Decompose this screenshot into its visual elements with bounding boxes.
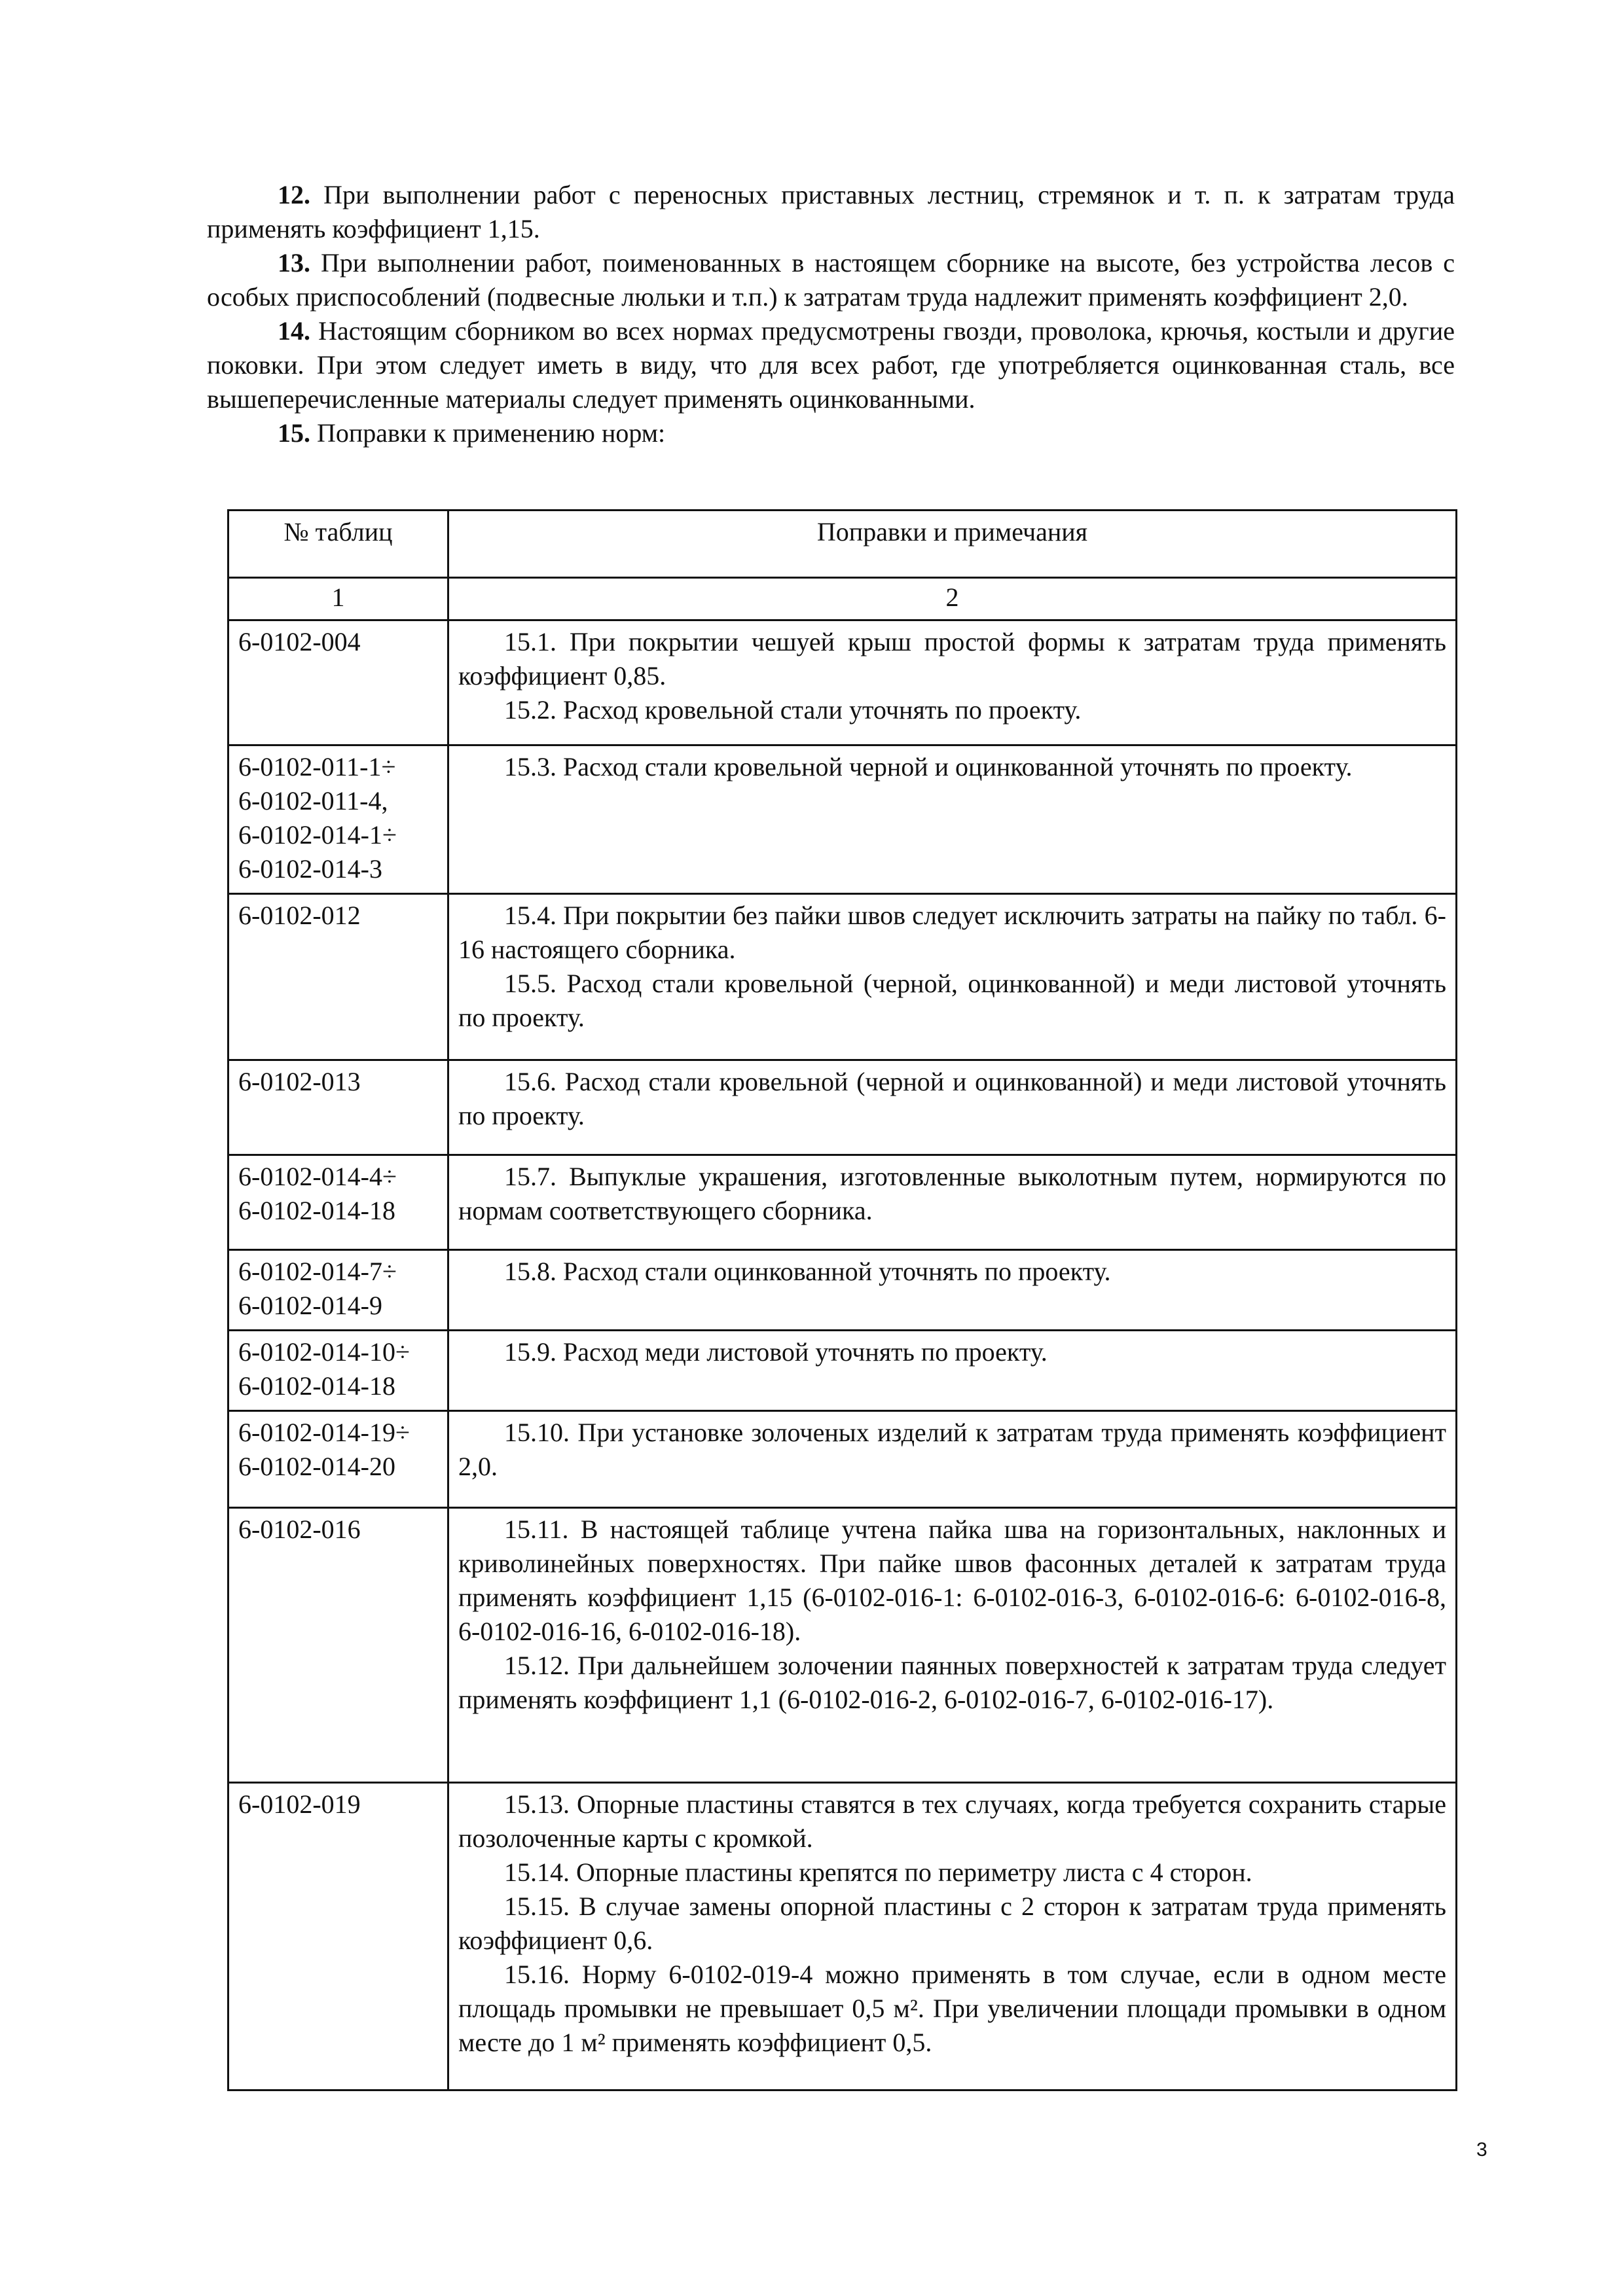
table-row <box>228 1508 1457 1783</box>
correction-note <box>458 1787 1446 1856</box>
corrections-table <box>227 509 1457 2091</box>
column-number-row <box>228 578 1457 620</box>
table-codes-cell <box>228 1508 448 1783</box>
note-text: 15.14. Опорные пластины крепятся по периметру листа с 4 сторон. <box>504 1857 1252 1887</box>
table-codes-cell <box>228 1060 448 1155</box>
table-code: 6-0102-014-7÷ <box>238 1257 397 1286</box>
correction-note <box>458 1649 1446 1717</box>
correction-note <box>458 899 1446 967</box>
note-text: 15.13. Опорные пластины ставятся в тех случаях, когда требуется сохранить старые позолоченные карты с кромкой. <box>458 1789 1446 1853</box>
correction-note <box>458 1160 1446 1228</box>
table-row <box>228 1155 1457 1250</box>
column-number-2: 2 <box>448 578 1457 620</box>
table-code: 6-0102-014-4÷ <box>238 1162 397 1191</box>
correction-note <box>458 625 1446 693</box>
table-row <box>228 1250 1457 1331</box>
paragraph-number: 14. <box>278 316 310 346</box>
page-number: 3 <box>1476 2139 1487 2161</box>
table-code: 6-0102-012 <box>238 901 361 930</box>
note-text: 15.4. При покрытии без пайки швов следует исключить затраты на пайку по табл. 6-16 настоящего сборника. <box>458 901 1446 964</box>
paragraph-text: При выполнении работ, поименованных в настоящем сборнике на высоте, без устройства лесов с особых приспособлений (подвесные люльки и т.п.) к затратам труда надлежит применять коэффициент 2,0. <box>207 248 1455 312</box>
note-text: 15.7. Выпуклые украшения, изготовленные выколотным путем, нормируются по нормам соответствующего сборника. <box>458 1162 1446 1225</box>
table-row <box>228 1411 1457 1508</box>
table-header-row <box>228 511 1457 578</box>
paragraph-text: Поправки к применению норм: <box>310 418 666 448</box>
table-codes-cell <box>228 894 448 1060</box>
table-notes-cell <box>448 1250 1457 1331</box>
note-text: 15.5. Расход стали кровельной (черной, оцинкованной) и меди листовой уточнять по проекту. <box>458 969 1446 1032</box>
correction-note <box>458 1513 1446 1649</box>
table-notes-cell <box>448 1331 1457 1411</box>
table-code: 6-0102-016 <box>238 1515 361 1544</box>
correction-note <box>458 1065 1446 1133</box>
paragraph-14 <box>207 314 1455 416</box>
table-code: 6-0102-014-19÷ <box>238 1418 410 1447</box>
paragraph-text: Настоящим сборником во всех нормах предусмотрены гвозди, проволока, крючья, костыли и другие поковки. При этом следует иметь в виду, что для всех работ, где употребляется оцинкованная сталь, все вышеперечисленные материалы следует применять оцинкованными. <box>207 316 1455 414</box>
paragraph-number: 13. <box>278 248 310 278</box>
table-notes-cell <box>448 620 1457 745</box>
table-codes-cell <box>228 1411 448 1508</box>
table-code: 6-0102-011-4, <box>238 786 388 816</box>
note-text: 15.12. При дальнейшем золочении паянных поверхностей к затратам труда следует применять коэффициент 1,1 (6-0102-016-2, 6-0102-016-7, 6-0102-016-17). <box>458 1651 1446 1714</box>
table-codes-cell <box>228 745 448 894</box>
note-text: 15.2. Расход кровельной стали уточнять по проекту. <box>504 695 1082 725</box>
note-text: 15.8. Расход стали оцинкованной уточнять по проекту. <box>504 1257 1111 1286</box>
correction-note <box>458 1416 1446 1484</box>
table-notes-cell <box>448 1508 1457 1783</box>
table-code: 6-0102-014-18 <box>238 1196 395 1225</box>
table-code: 6-0102-011-1÷ <box>238 752 396 781</box>
table-notes-cell <box>448 1783 1457 2090</box>
table-row <box>228 1331 1457 1411</box>
table-notes-cell <box>448 894 1457 1060</box>
table-notes-cell <box>448 745 1457 894</box>
table-code: 6-0102-013 <box>238 1067 361 1096</box>
table-code: 6-0102-019 <box>238 1789 361 1819</box>
table-codes-cell <box>228 1783 448 2090</box>
table-codes-cell <box>228 1155 448 1250</box>
table-row <box>228 1060 1457 1155</box>
table-row <box>228 894 1457 1060</box>
table-row <box>228 1783 1457 2090</box>
table-codes-cell <box>228 620 448 745</box>
table-code: 6-0102-014-1÷ <box>238 820 397 850</box>
note-text: 15.10. При установке золоченых изделий к затратам труда применять коэффициент 2,0. <box>458 1418 1446 1481</box>
note-text: 15.16. Норму 6-0102-019-4 можно применять в том случае, если в одном месте площадь промывки не превышает 0,5 м². При увеличении площади промывки в одном месте до 1 м² применять коэффициент 0,5. <box>458 1960 1446 2057</box>
column-number-1: 1 <box>228 578 448 620</box>
table-notes-cell <box>448 1411 1457 1508</box>
table-code: 6-0102-004 <box>238 627 361 656</box>
table-notes-cell <box>448 1060 1457 1155</box>
table-notes-cell <box>448 1155 1457 1250</box>
table-codes-cell <box>228 1250 448 1331</box>
correction-note <box>458 1856 1446 1890</box>
table-row <box>228 745 1457 894</box>
note-text: 15.3. Расход стали кровельной черной и оцинкованной уточнять по проекту. <box>504 752 1353 781</box>
note-text: 15.6. Расход стали кровельной (черной и оцинкованной) и меди листовой уточнять по проекту. <box>458 1067 1446 1130</box>
intro-paragraphs <box>207 178 1455 450</box>
note-text: 15.9. Расход меди листовой уточнять по проекту. <box>504 1337 1048 1367</box>
correction-note <box>458 750 1446 784</box>
correction-note <box>458 693 1446 727</box>
table-code: 6-0102-014-10÷ <box>238 1337 410 1367</box>
header-corrections: Поправки и примечания <box>448 511 1457 578</box>
paragraph-12 <box>207 178 1455 246</box>
table-row <box>228 620 1457 745</box>
table-code: 6-0102-014-9 <box>238 1291 382 1320</box>
table-codes-cell <box>228 1331 448 1411</box>
header-table-number: № таблиц <box>228 511 448 578</box>
table-code: 6-0102-014-3 <box>238 854 382 884</box>
paragraph-13 <box>207 246 1455 314</box>
correction-note <box>458 967 1446 1035</box>
paragraph-number: 12. <box>278 180 310 209</box>
note-text: 15.11. В настоящей таблице учтена пайка шва на горизонтальных, наклонных и криволинейных поверхностях. При пайке швов фасонных деталей к затратам труда применять коэффициент 1,15 (6-0102-016-1: 6-0102-016-3, 6-0102-016-6: 6-0102-016-8, 6-0102-016-16, 6-0102-016-18). <box>458 1515 1446 1646</box>
correction-note <box>458 1890 1446 1958</box>
paragraph-15 <box>207 416 1455 450</box>
correction-note <box>458 1255 1446 1289</box>
note-text: 15.1. При покрытии чешуей крыш простой формы к затратам труда применять коэффициент 0,85. <box>458 627 1446 691</box>
correction-note <box>458 1958 1446 2060</box>
table-code: 6-0102-014-18 <box>238 1371 395 1401</box>
correction-note <box>458 1335 1446 1369</box>
paragraph-text: При выполнении работ с переносных приставных лестниц, стремянок и т. п. к затратам труда применять коэффициент 1,15. <box>207 180 1455 243</box>
table-code: 6-0102-014-20 <box>238 1452 395 1481</box>
paragraph-number: 15. <box>278 418 310 448</box>
note-text: 15.15. В случае замены опорной пластины с 2 сторон к затратам труда применять коэффициент 0,6. <box>458 1892 1446 1955</box>
